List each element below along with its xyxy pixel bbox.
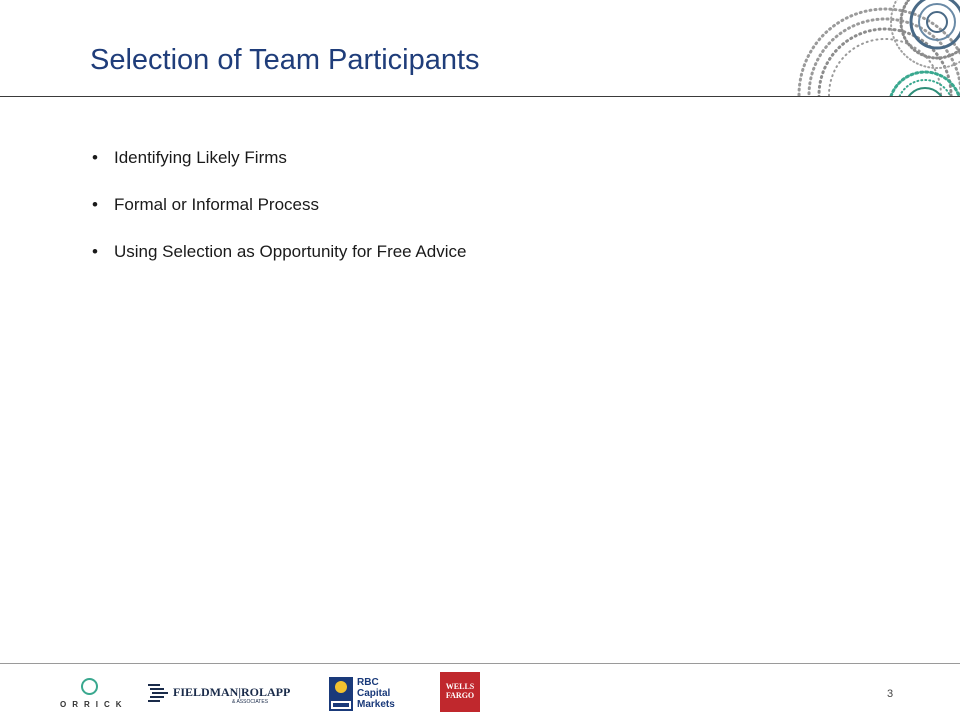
orrick-logo <box>60 678 128 714</box>
bullet-icon: • <box>92 195 98 214</box>
page-number: 3 <box>887 688 894 700</box>
rbc-logo-text <box>357 677 395 710</box>
wells-fargo-logo-line: FARGO <box>445 691 475 700</box>
list-item <box>92 193 466 240</box>
fieldman-rolapp-logo <box>146 680 291 710</box>
title-divider <box>0 96 960 97</box>
slide-title: Selection of Team Participants <box>90 44 480 76</box>
bullet-icon: • <box>92 148 98 167</box>
fieldman-logo-subtext: & ASSOCIATES <box>232 699 269 705</box>
orrick-logo-text: ORRICK <box>60 700 128 709</box>
rbc-logo-line: RBC <box>357 677 379 688</box>
rbc-capital-markets-logo <box>328 675 398 715</box>
wells-fargo-logo <box>440 672 480 712</box>
bullet-icon: • <box>92 242 98 261</box>
rbc-logo-line: Markets <box>357 699 395 710</box>
decorative-circles-graphic <box>765 0 960 96</box>
list-item <box>92 146 466 193</box>
fieldman-lines-icon <box>146 682 170 704</box>
list-item <box>92 240 466 287</box>
fieldman-logo-text: FIELDMAN|ROLAPP <box>173 685 291 699</box>
rbc-logo-line: Capital <box>357 688 391 699</box>
bullet-text: Identifying Likely Firms <box>114 148 287 167</box>
bullet-text: Using Selection as Opportunity for Free Advice <box>114 242 467 261</box>
bullet-list <box>92 146 466 287</box>
footer-divider <box>0 663 960 664</box>
bullet-text: Formal or Informal Process <box>114 195 319 214</box>
wells-fargo-logo-line: WELLS <box>445 682 475 691</box>
wells-fargo-logo-text <box>440 682 480 700</box>
orrick-circle-icon <box>81 678 98 695</box>
rbc-shield-icon <box>328 677 354 713</box>
